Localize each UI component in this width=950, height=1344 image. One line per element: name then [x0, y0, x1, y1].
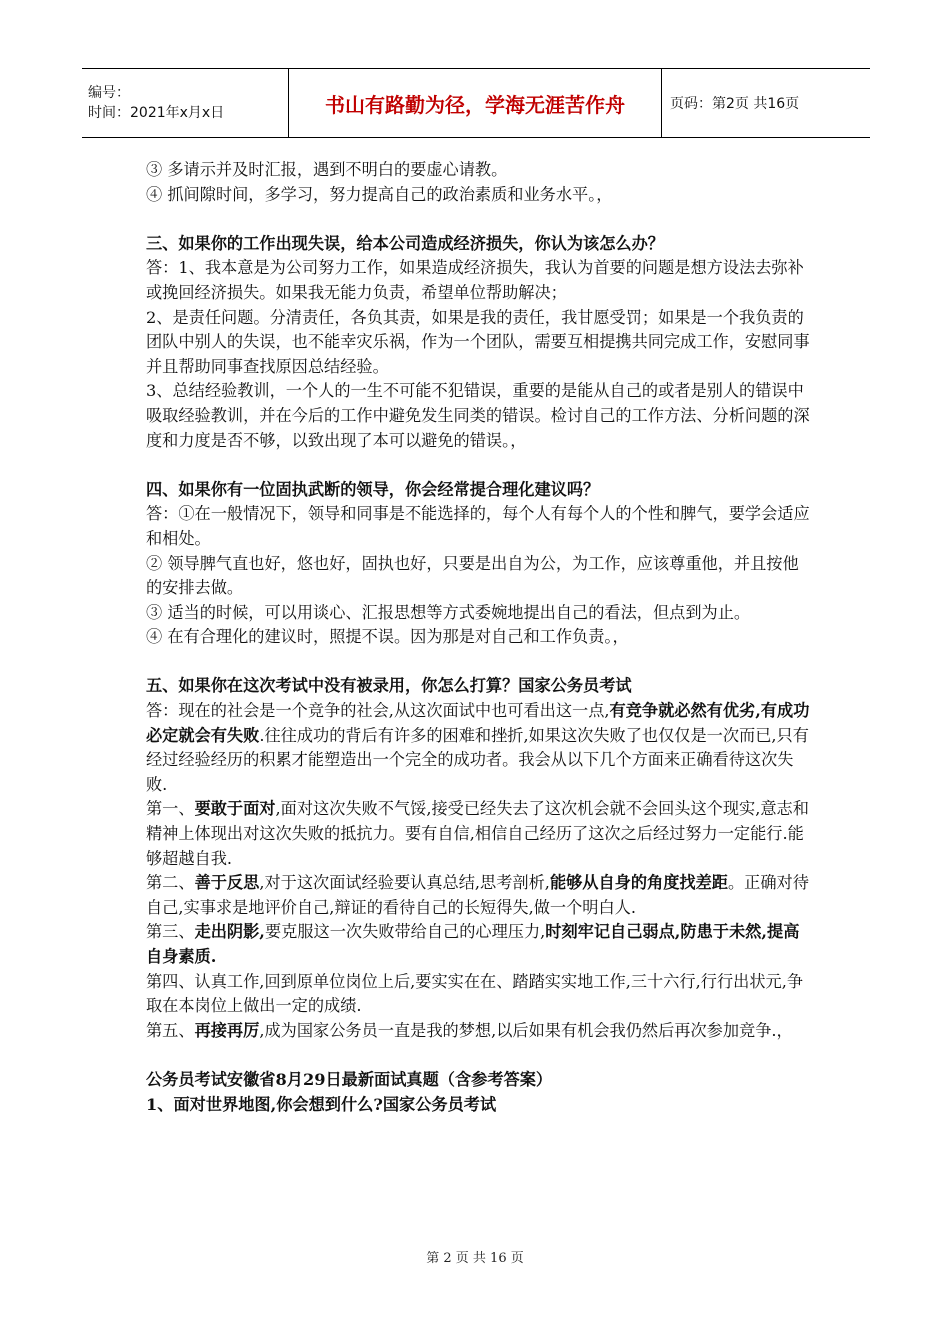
bold-text: 再接再厉 — [194, 1020, 260, 1040]
doc-number-label: 编号： — [88, 85, 130, 101]
text-run: 答：现在的社会是一个竞争的社会,从这次面试中也可看出这一点, — [146, 701, 610, 721]
question-heading: 1、面对世界地图,你会想到什么?国家公务员考试 — [146, 1094, 497, 1114]
section-heading-4: 四、如果你有一位固执武断的领导，你会经常提合理化建议吗？ — [146, 479, 600, 499]
text-run: .往往成功的背后有许多的困难和挫折,如果这次失败了也仅仅是一次而已,只有经过经验经历的积累才能塑造出一个完全的成功者。我会从以下几个方面来正确看待这次失败. — [146, 725, 809, 794]
header-meta — [82, 69, 288, 137]
header-motto — [288, 69, 662, 137]
paragraph-gap — [146, 207, 810, 232]
document-body — [146, 158, 810, 1117]
paragraph: 3、总结经验教训，一个人的一生不可能不犯错误，重要的是能从自己的或者是别人的错误中吸取经验教训，并在今后的工作中避免发生同类的错误。检讨自己的工作方法、分析问题的深度和力度是否不够，以致出现了本可以避免的错误。， — [146, 381, 810, 450]
text-run: 。正确对待自己,实事求是地评价自己,辩证的看待自己的长短得失,做一个明白人. — [146, 873, 809, 917]
bold-text: 善于反思 — [194, 873, 260, 893]
paragraph — [146, 920, 810, 969]
paragraph: 2、是责任问题。分清责任，各负其责，如果是我的责任，我甘愿受罚；如果是一个我负责的团队中别人的失误，也不能幸灾乐祸，作为一个团队，需要互相提携共同完成工作，安慰同事并且帮助同事查找原因总结经验。 — [146, 307, 810, 376]
doc-time-label: 时间：2021年x月x日 — [88, 105, 225, 121]
header-page-label: 页码：第2页 共16页 — [670, 96, 800, 112]
paragraph-gap — [146, 1043, 810, 1068]
text-run: 要克服这一次失败带给自己的心理压力, — [264, 922, 546, 942]
paragraph: ③ 适当的时候，可以用谈心、汇报思想等方式委婉地提出自己的看法，但点到为止。 — [146, 602, 751, 622]
section-heading-6: 公务员考试安徽省8月29日最新面试真题（含参考答案） — [146, 1069, 553, 1089]
section-heading-5: 五、如果你在这次考试中没有被录用，你怎么打算？国家公务员考试 — [146, 676, 632, 696]
text-run: 第三、 — [146, 922, 195, 942]
bold-text: 能够从自身的角度找差距 — [549, 873, 728, 893]
header-page — [662, 69, 799, 137]
paragraph: 答：①在一般情况下，领导和同事是不能选择的，每个人有每个人的个性和脾气，要学会适应和相处。 — [146, 504, 810, 548]
motto-text: 书山有路勤为径，学海无涯苦作舟 — [325, 92, 625, 117]
bold-text: 要敢于面对 — [194, 799, 276, 819]
paragraph — [146, 699, 810, 797]
text-run: 第一、 — [146, 799, 195, 819]
paragraph — [146, 797, 810, 871]
text-run: 第五、 — [146, 1020, 195, 1040]
list-item: ④ 抓间隙时间，多学习，努力提高自己的政治素质和业务水平。， — [146, 184, 613, 204]
footer-page-number: 第 2 页 共 16 页 — [426, 1251, 524, 1266]
paragraph-gap — [146, 453, 810, 478]
bold-text: 有竞争就必然有优劣,有成功必定就会有失败 — [146, 701, 810, 745]
paragraph: ② 领导脾气直也好，悠也好，固执也好，只要是出自为公，为工作，应该尊重他，并且按他的安排去做。 — [146, 553, 799, 598]
text-run: ,面对这次失败不气馁,接受已经失去了这次机会就不会回头这个现实,意志和精神上体现出对这次失败的抵抗力。要有自信,相信自己经历了这次之后经过努力一定能行.能够超越自我. — [146, 799, 809, 868]
page-header — [82, 68, 870, 138]
bold-text: 时刻牢记自己弱点,防患于未然,提高自身素质. — [146, 922, 800, 966]
paragraph: 第四、认真工作,回到原单位岗位上后,要实实在在、踏踏实实地工作,三十六行,行行出状元,争取在本岗位上做出一定的成绩. — [146, 971, 804, 1016]
paragraph-gap — [146, 650, 810, 675]
section-heading-3: 三、如果你的工作出现失误，给本公司造成经济损失，你认为该怎么办？ — [146, 233, 664, 253]
paragraph — [146, 871, 810, 920]
page-footer — [0, 1247, 950, 1266]
text-run: 第二、 — [146, 873, 195, 893]
bold-text: 走出阴影, — [194, 922, 265, 942]
text-run: ,成为国家公务员一直是我的梦想,以后如果有机会我仍然后再次参加竞争.， — [259, 1020, 793, 1040]
paragraph: ④ 在有合理化的建议时，照提不误。因为那是对自己和工作负责。， — [146, 627, 629, 647]
list-item: ③ 多请示并及时汇报，遇到不明白的要虚心请教。 — [146, 160, 508, 179]
text-run: ,对于这次面试经验要认真总结,思考剖析, — [259, 873, 550, 893]
paragraph: 答：1、我本意是为公司努力工作，如果造成经济损失，我认为首要的问题是想方设法去弥补或挽回经济损失。如果我无能力负责，希望单位帮助解决； — [146, 258, 804, 302]
paragraph — [146, 1019, 810, 1044]
